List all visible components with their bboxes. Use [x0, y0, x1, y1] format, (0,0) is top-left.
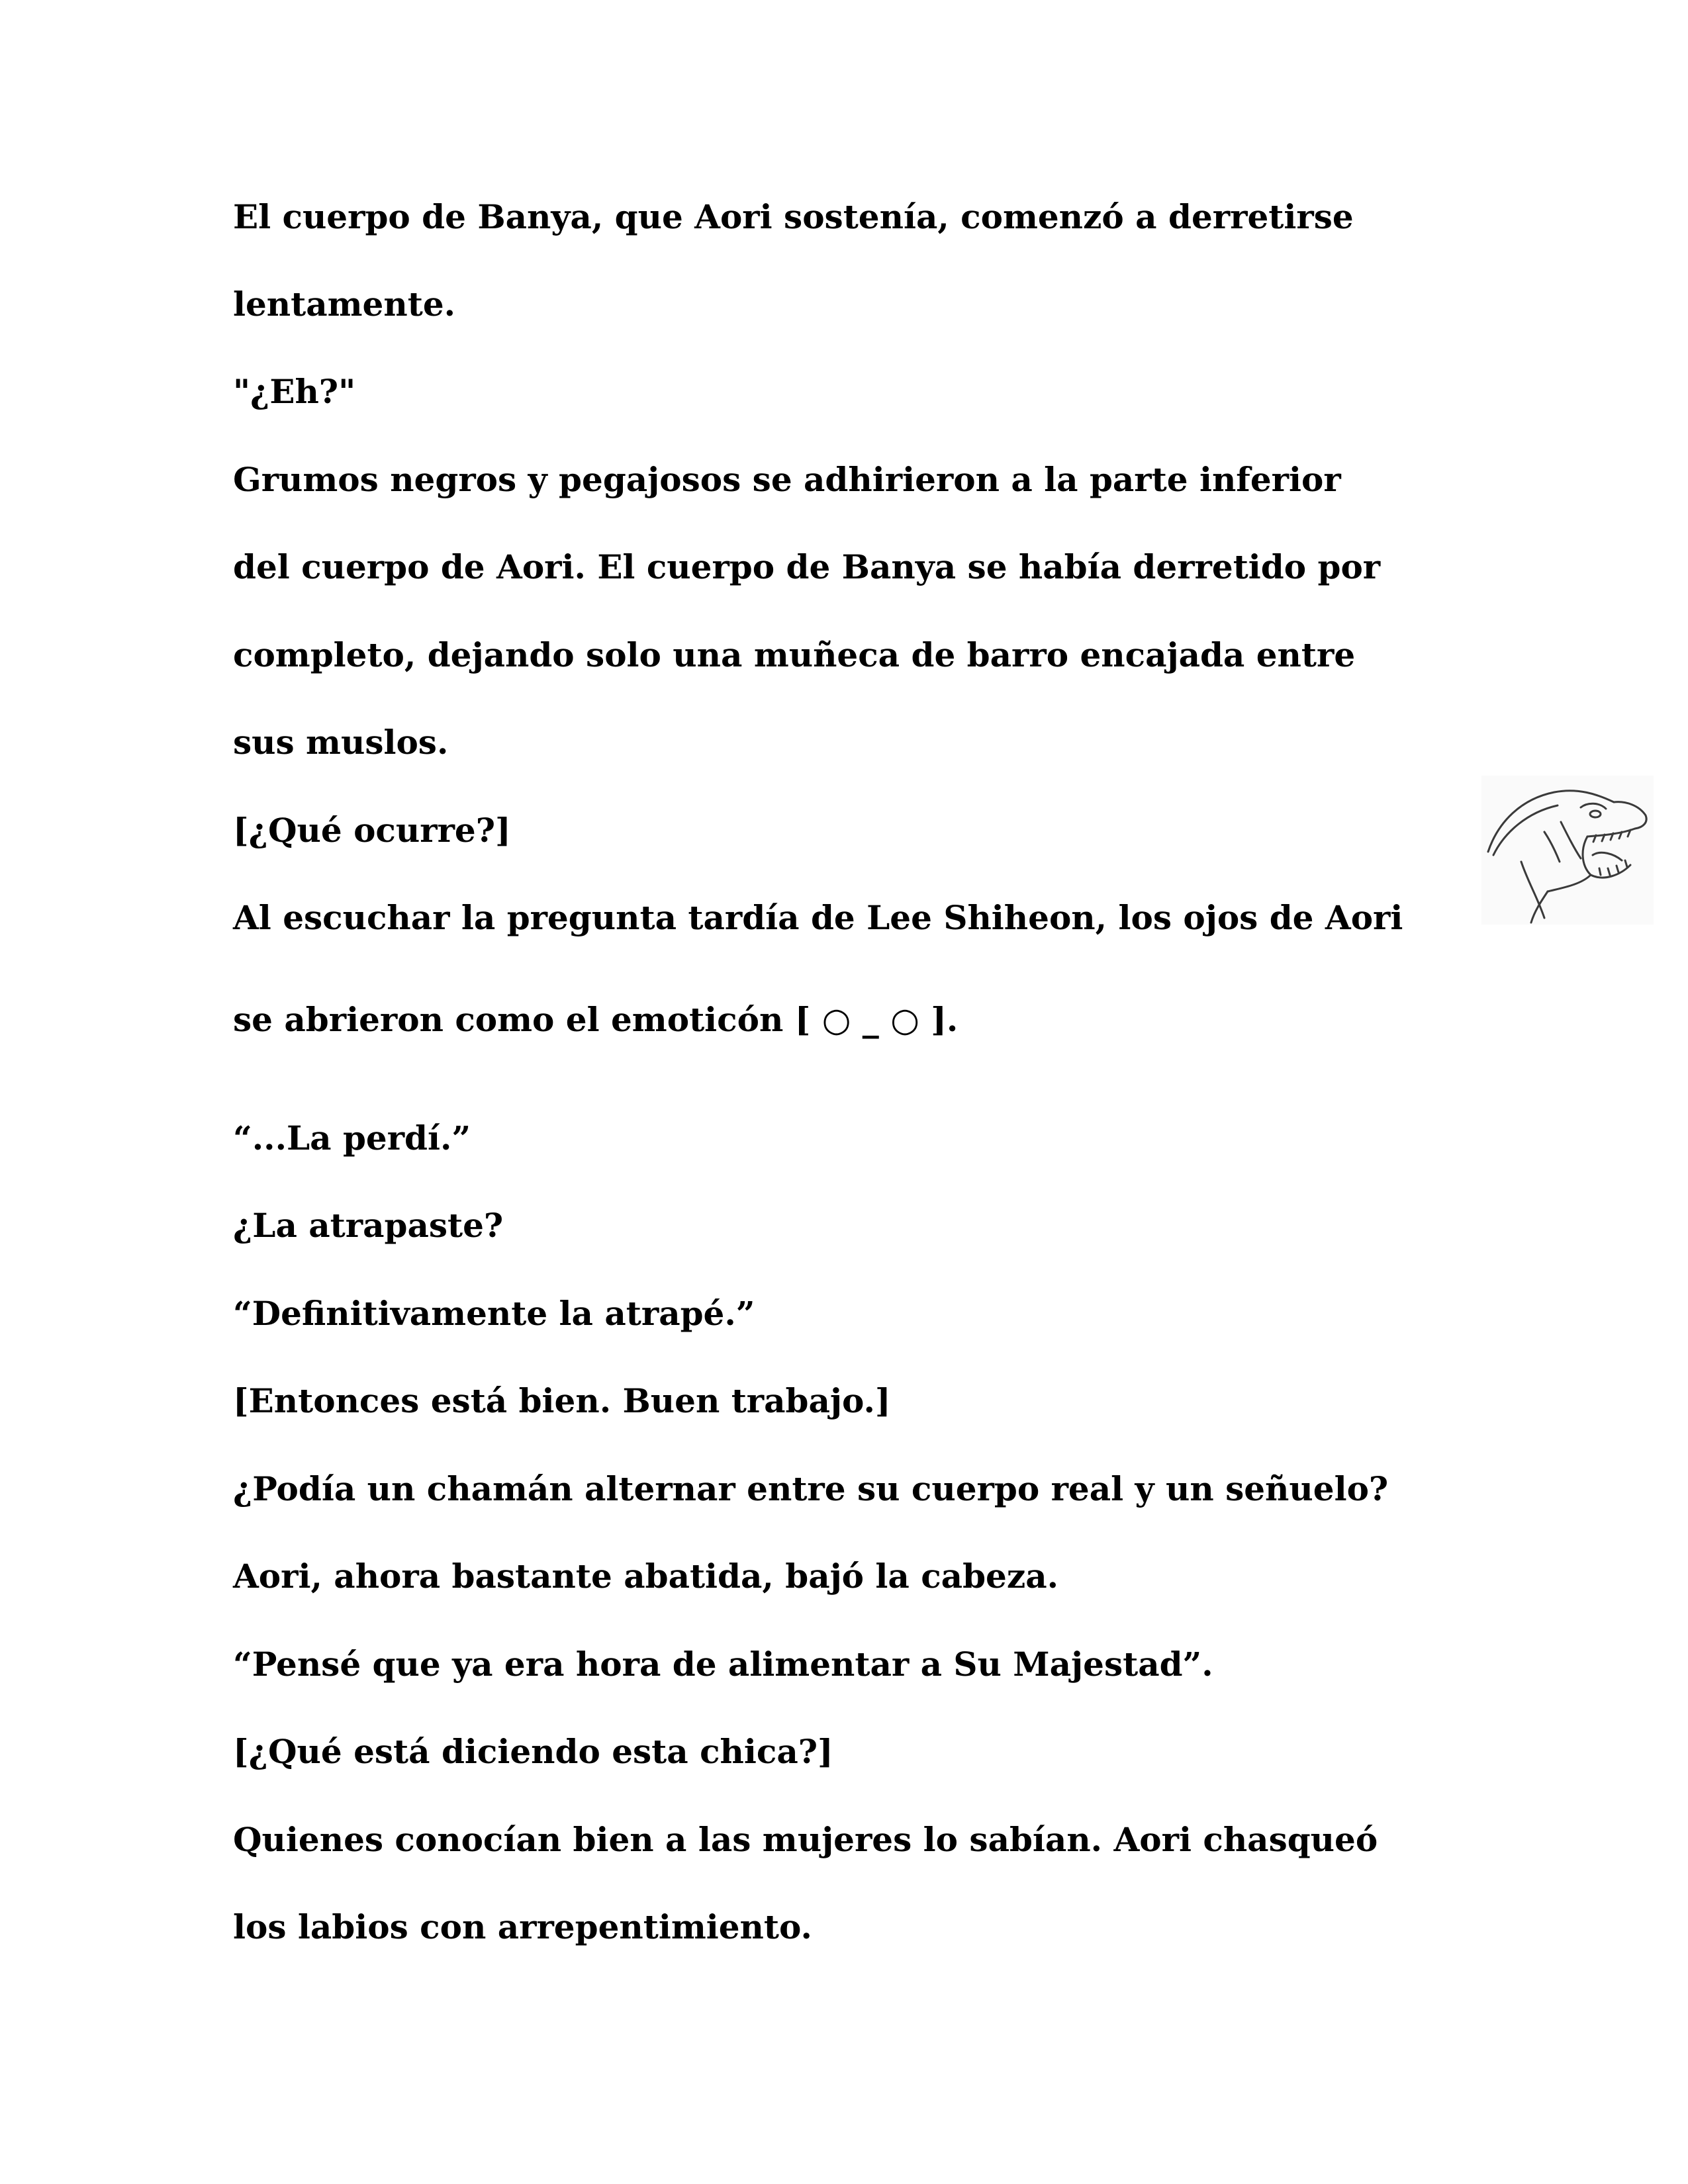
text-line-17: “Pensé que ya era hora de alimentar a Su Majestad”. — [233, 1645, 1213, 1684]
text-line-3: "¿Eh?" — [233, 372, 356, 411]
text-line-14: [Entonces está bien. Buen trabajo.] — [233, 1381, 891, 1420]
text-line-20: los labios con arrepentimiento. — [233, 1907, 812, 1946]
dinosaur-sketch-icon — [1481, 776, 1654, 925]
text-line-9: Al escuchar la pregunta tardía de Lee Shiheon, los ojos de Aori — [233, 898, 1403, 937]
text-line-13: “Definitivamente la atrapé.” — [233, 1294, 755, 1333]
text-line-10: se abrieron como el emoticón [ ○ _ ○ ]. — [233, 1000, 959, 1039]
text-line-11: “...La perdí.” — [233, 1118, 471, 1158]
text-line-12: ¿La atrapaste? — [233, 1206, 504, 1245]
text-line-15: ¿Podía un chamán alternar entre su cuerpo real y un señuelo? — [233, 1469, 1389, 1508]
text-line-2: lentamente. — [233, 285, 456, 324]
text-line-5: del cuerpo de Aori. El cuerpo de Banya se había derretido por — [233, 547, 1381, 586]
text-line-16: Aori, ahora bastante abatida, bajó la cabeza. — [233, 1557, 1059, 1596]
text-line-1: El cuerpo de Banya, que Aori sostenía, comenzó a derretirse — [233, 197, 1354, 236]
text-line-7: sus muslos. — [233, 723, 449, 762]
text-line-6: completo, dejando solo una muñeca de barro encajada entre — [233, 635, 1356, 674]
text-line-18: [¿Qué está diciendo esta chica?] — [233, 1732, 833, 1771]
text-line-4: Grumos negros y pegajosos se adhirieron a la parte inferior — [233, 460, 1341, 499]
text-line-8: [¿Qué ocurre?] — [233, 811, 511, 850]
text-line-19: Quienes conocían bien a las mujeres lo sabían. Aori chasqueó — [233, 1820, 1378, 1859]
